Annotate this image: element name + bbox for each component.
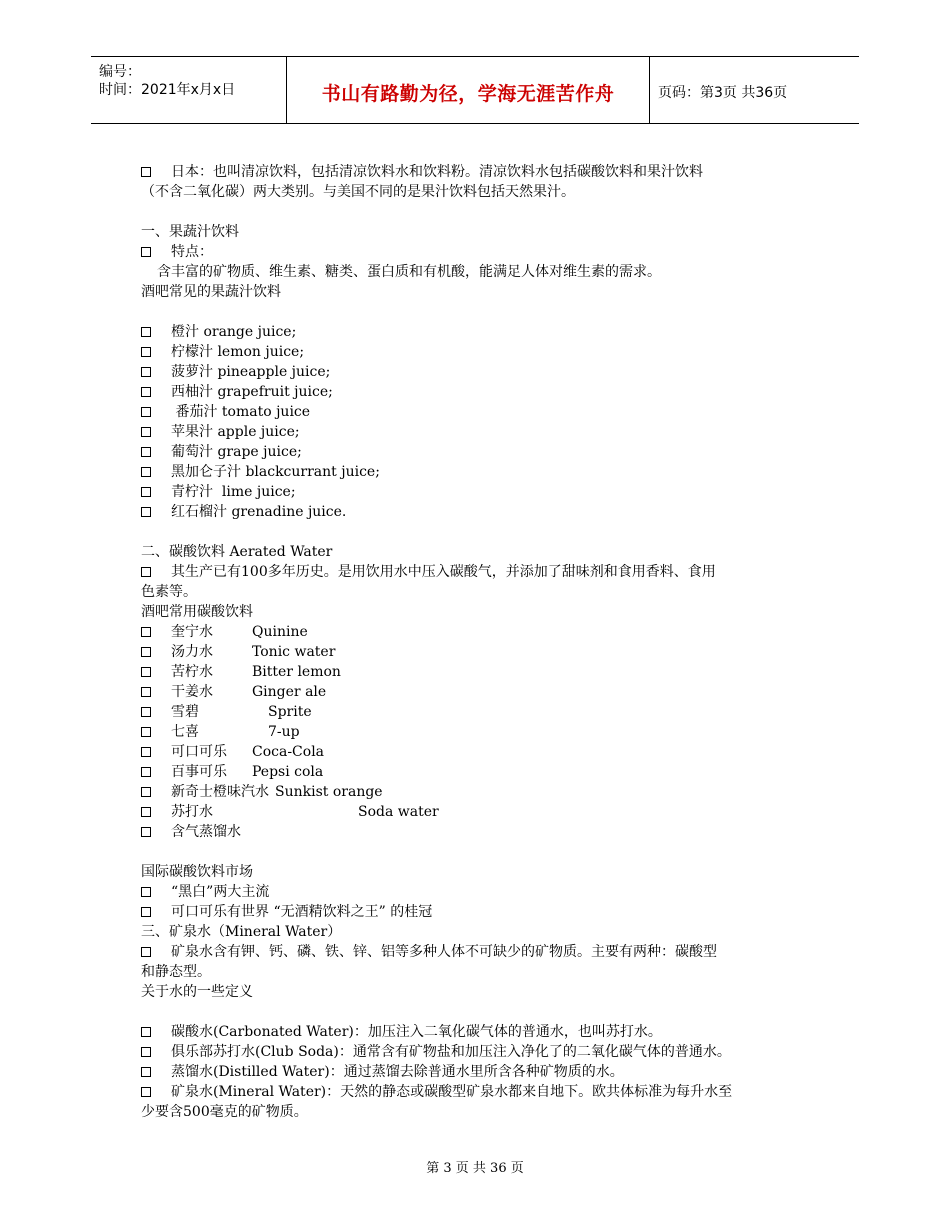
juice-list-item: 葡萄汁 grape juice;: [141, 442, 821, 462]
juice-list: [141, 322, 821, 522]
checkbox-bullet-icon: [141, 407, 151, 417]
soda-chinese-name: 苏打水: [171, 804, 213, 820]
document-header: [91, 56, 859, 124]
japan-paragraph-line1: 日本：也叫清凉饮料，包括清凉饮料水和饮料粉。清凉饮料水包括碳酸饮料和果汁饮料: [141, 162, 821, 182]
checkbox-bullet-icon: [141, 487, 151, 497]
juice-list-item: 青柠汁 lime juice;: [141, 482, 821, 502]
juice-list-item: 西柚汁 grapefruit juice;: [141, 382, 821, 402]
soda-list-item: [141, 722, 821, 742]
checkbox-bullet-icon: [141, 727, 151, 737]
soda-list-item: [141, 622, 821, 642]
soda-chinese-name: 百事可乐: [171, 764, 227, 780]
section-3-paragraph-line2: 和静态型。: [141, 964, 211, 980]
soda-english-name: Quinine: [252, 624, 308, 640]
checkbox-bullet-icon: [141, 347, 151, 357]
japan-paragraph-line2: （不含二氧化碳）两大类别。与美国不同的是果汁饮料包括天然果汁。: [141, 184, 575, 200]
soda-english-name: Sprite: [268, 704, 312, 720]
soda-list-item: [141, 822, 821, 842]
soda-list-item: [141, 742, 821, 762]
soda-list-item: [141, 642, 821, 662]
checkbox-bullet-icon: [141, 327, 151, 337]
soda-list-item: [141, 662, 821, 682]
soda-chinese-name: 干姜水: [171, 684, 213, 700]
section-1-common-label: 酒吧常见的果蔬汁饮料: [141, 284, 281, 300]
soda-english-name: Soda water: [358, 804, 439, 820]
checkbox-bullet-icon: [141, 367, 151, 377]
document-body: [141, 162, 821, 1122]
checkbox-bullet-icon: [141, 887, 151, 897]
checkbox-bullet-icon: [141, 467, 151, 477]
definition-1: 碳酸水(Carbonated Water)：加压注入二氧化碳气体的普通水，也叫苏打水。: [141, 1022, 821, 1042]
juice-list-item: 苹果汁 apple juice;: [141, 422, 821, 442]
soda-list-item: [141, 782, 821, 802]
document-time-label: 时间：2021年x月x日: [99, 82, 236, 98]
checkbox-bullet-icon: [141, 747, 151, 757]
soda-english-name: 7-up: [268, 724, 300, 740]
soda-english-name: Ginger ale: [252, 684, 327, 700]
market-item-1: “黑白”两大主流: [141, 882, 821, 902]
soda-list-item: [141, 802, 821, 822]
section-2-paragraph-line2: 色素等。: [141, 584, 197, 600]
checkbox-bullet-icon: [141, 907, 151, 917]
section-1-feature-text: 含丰富的矿物质、维生素、糖类、蛋白质和有机酸，能满足人体对维生素的需求。: [157, 264, 661, 280]
soda-list-item: [141, 702, 821, 722]
market-item-2: 可口可乐有世界 “无酒精饮料之王” 的桂冠: [141, 902, 821, 922]
section-1-feature-label: 特点：: [141, 242, 821, 262]
header-page-number: 页码：第3页 共36页: [658, 85, 788, 101]
checkbox-bullet-icon: [141, 167, 151, 177]
soda-english-name: Tonic water: [252, 644, 336, 660]
definition-2: 俱乐部苏打水(Club Soda)：通常含有矿物盐和加压注入净化了的二氧化碳气体的普通水。: [141, 1042, 821, 1062]
checkbox-bullet-icon: [141, 387, 151, 397]
checkbox-bullet-icon: [141, 1087, 151, 1097]
market-title: 国际碳酸饮料市场: [141, 864, 253, 880]
juice-list-item: 菠萝汁 pineapple juice;: [141, 362, 821, 382]
checkbox-bullet-icon: [141, 1067, 151, 1077]
checkbox-bullet-icon: [141, 947, 151, 957]
juice-list-item: 番茄汁 tomato juice: [141, 402, 821, 422]
checkbox-bullet-icon: [141, 667, 151, 677]
soda-chinese-name: 可口可乐: [171, 744, 227, 760]
checkbox-bullet-icon: [141, 767, 151, 777]
document-number-label: 编号：: [99, 64, 141, 80]
section-2-common-label: 酒吧常用碳酸饮料: [141, 604, 253, 620]
checkbox-bullet-icon: [141, 807, 151, 817]
soda-chinese-name: 七喜: [171, 724, 199, 740]
section-3-paragraph-line1: 矿泉水含有钾、钙、磷、铁、锌、铝等多种人体不可缺少的矿物质。主要有两种：碳酸型: [141, 942, 821, 962]
checkbox-bullet-icon: [141, 787, 151, 797]
soda-chinese-name: 新奇士橙味汽水: [171, 784, 269, 800]
soda-chinese-name: 含气蒸馏水: [171, 824, 241, 840]
checkbox-bullet-icon: [141, 1047, 151, 1057]
checkbox-bullet-icon: [141, 687, 151, 697]
definitions-title: 关于水的一些定义: [141, 984, 253, 1000]
checkbox-bullet-icon: [141, 647, 151, 657]
soda-english-name: Pepsi cola: [252, 764, 324, 780]
soda-english-name: Coca-Cola: [252, 744, 325, 760]
header-page-cell: [649, 57, 860, 123]
soda-list-item: [141, 682, 821, 702]
header-motto-cell: [287, 57, 649, 123]
soda-chinese-name: 雪碧: [171, 704, 199, 720]
soda-list-item: [141, 762, 821, 782]
checkbox-bullet-icon: [141, 627, 151, 637]
section-2-title: 二、碳酸饮料 Aerated Water: [141, 544, 333, 560]
soda-chinese-name: 奎宁水: [171, 624, 213, 640]
soda-chinese-name: 汤力水: [171, 644, 213, 660]
section-1-title: 一、果蔬汁饮料: [141, 224, 239, 240]
header-meta-cell: [91, 57, 287, 123]
section-3-title: 三、矿泉水（Mineral Water）: [141, 924, 342, 940]
checkbox-bullet-icon: [141, 827, 151, 837]
juice-list-item: 柠檬汁 lemon juice;: [141, 342, 821, 362]
soda-english-name: Sunkist orange: [275, 784, 383, 800]
juice-list-item: 黑加仑子汁 blackcurrant juice;: [141, 462, 821, 482]
definition-4-line2: 少要含500毫克的矿物质。: [141, 1104, 308, 1120]
definition-3: 蒸馏水(Distilled Water)：通过蒸馏去除普通水里所含各种矿物质的水。: [141, 1062, 821, 1082]
soda-list: [141, 622, 821, 842]
juice-list-item: 橙汁 orange juice;: [141, 322, 821, 342]
checkbox-bullet-icon: [141, 707, 151, 717]
checkbox-bullet-icon: [141, 567, 151, 577]
header-motto: 书山有路勤为径，学海无涯苦作舟: [321, 83, 615, 105]
soda-english-name: Bitter lemon: [252, 664, 341, 680]
checkbox-bullet-icon: [141, 247, 151, 257]
checkbox-bullet-icon: [141, 507, 151, 517]
checkbox-bullet-icon: [141, 447, 151, 457]
page-footer: 第 3 页 共 36 页: [426, 1161, 524, 1176]
checkbox-bullet-icon: [141, 1027, 151, 1037]
checkbox-bullet-icon: [141, 427, 151, 437]
section-2-paragraph-line1: 其生产已有100多年历史。是用饮用水中压入碳酸气，并添加了甜味剂和食用香料、食用: [141, 562, 821, 582]
definition-4-line1: 矿泉水(Mineral Water)：天然的静态或碳酸型矿泉水都来自地下。欧共体标准为每升水至: [141, 1082, 821, 1102]
soda-chinese-name: 苦柠水: [171, 664, 213, 680]
juice-list-item: 红石榴汁 grenadine juice.: [141, 502, 821, 522]
